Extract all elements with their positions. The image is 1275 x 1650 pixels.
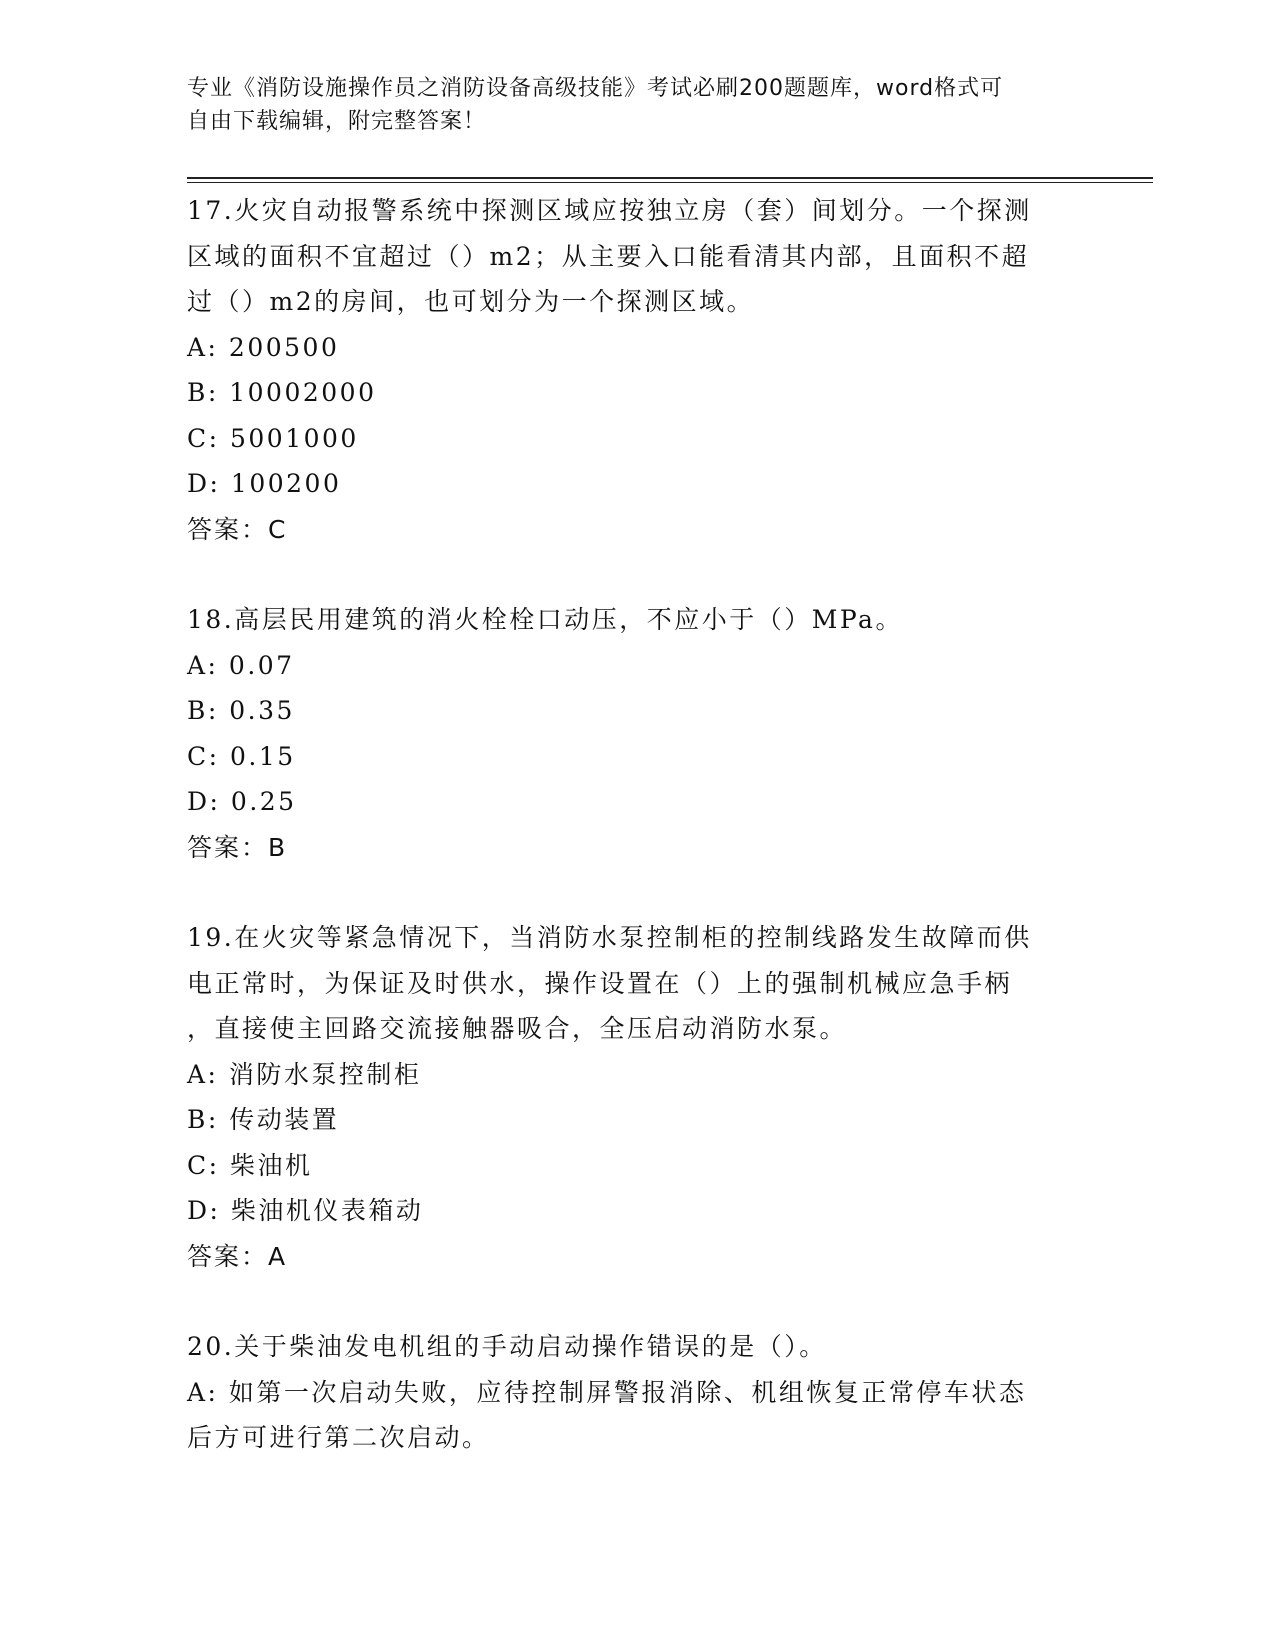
option-b: B: 10002000 bbox=[187, 378, 377, 407]
header-line-2: 自由下载编辑，附完整答案！ bbox=[187, 109, 487, 134]
header-divider-thick bbox=[187, 177, 1153, 179]
option-a-continued: 后方可进行第二次启动。 bbox=[187, 1423, 490, 1452]
question-text-line: ，直接使主回路交流接触器吸合，全压启动消防水泵。 bbox=[187, 1014, 848, 1043]
option-c: C: 5001000 bbox=[187, 423, 359, 453]
question-text-line: 17.火灾自动报警系统中探测区域应按独立房（套）间划分。一个探测 bbox=[187, 196, 1032, 225]
document-header bbox=[187, 72, 1067, 138]
question-text-line: 区域的面积不宜超过（）m2；从主要入口能看清其内部，且面积不超 bbox=[187, 241, 1030, 271]
header-divider-thin bbox=[187, 182, 1153, 183]
option-a: A: 如第一次启动失败，应待控制屏警报消除、机组恢复正常停车状态 bbox=[187, 1377, 1027, 1407]
question-19 bbox=[187, 915, 1087, 1279]
question-list bbox=[187, 188, 1087, 1506]
question-text-line: 18.高层民用建筑的消火栓栓口动压，不应小于（）MPa。 bbox=[187, 605, 903, 634]
header-line-1: 专业《消防设施操作员之消防设备高级技能》考试必刷200题题库，word格式可 bbox=[187, 76, 1004, 101]
option-a: A: 0.07 bbox=[187, 650, 295, 680]
question-17 bbox=[187, 188, 1087, 552]
option-d: D: 0.25 bbox=[187, 787, 297, 816]
question-text-line: 电正常时，为保证及时供水，操作设置在（）上的强制机械应急手柄 bbox=[187, 968, 1013, 998]
answer: 答案：A bbox=[187, 1241, 288, 1271]
question-18 bbox=[187, 597, 1087, 870]
question-20 bbox=[187, 1324, 1087, 1461]
option-c: C: 柴油机 bbox=[187, 1150, 313, 1180]
option-a: A: 200500 bbox=[187, 332, 340, 362]
option-b: B: 0.35 bbox=[187, 696, 295, 725]
question-text-line: 过（）m2的房间，也可划分为一个探测区域。 bbox=[187, 287, 755, 316]
answer: 答案：C bbox=[187, 514, 288, 544]
option-d: D: 柴油机仪表箱动 bbox=[187, 1196, 424, 1225]
answer: 答案：B bbox=[187, 832, 288, 862]
option-b: B: 传动装置 bbox=[187, 1105, 340, 1134]
question-text-line: 19.在火灾等紧急情况下，当消防水泵控制柜的控制线路发生故障而供 bbox=[187, 923, 1032, 952]
question-text-line: 20.关于柴油发电机组的手动启动操作错误的是（）。 bbox=[187, 1332, 827, 1361]
option-c: C: 0.15 bbox=[187, 741, 296, 771]
option-a: A: 消防水泵控制柜 bbox=[187, 1059, 422, 1089]
option-d: D: 100200 bbox=[187, 469, 342, 498]
